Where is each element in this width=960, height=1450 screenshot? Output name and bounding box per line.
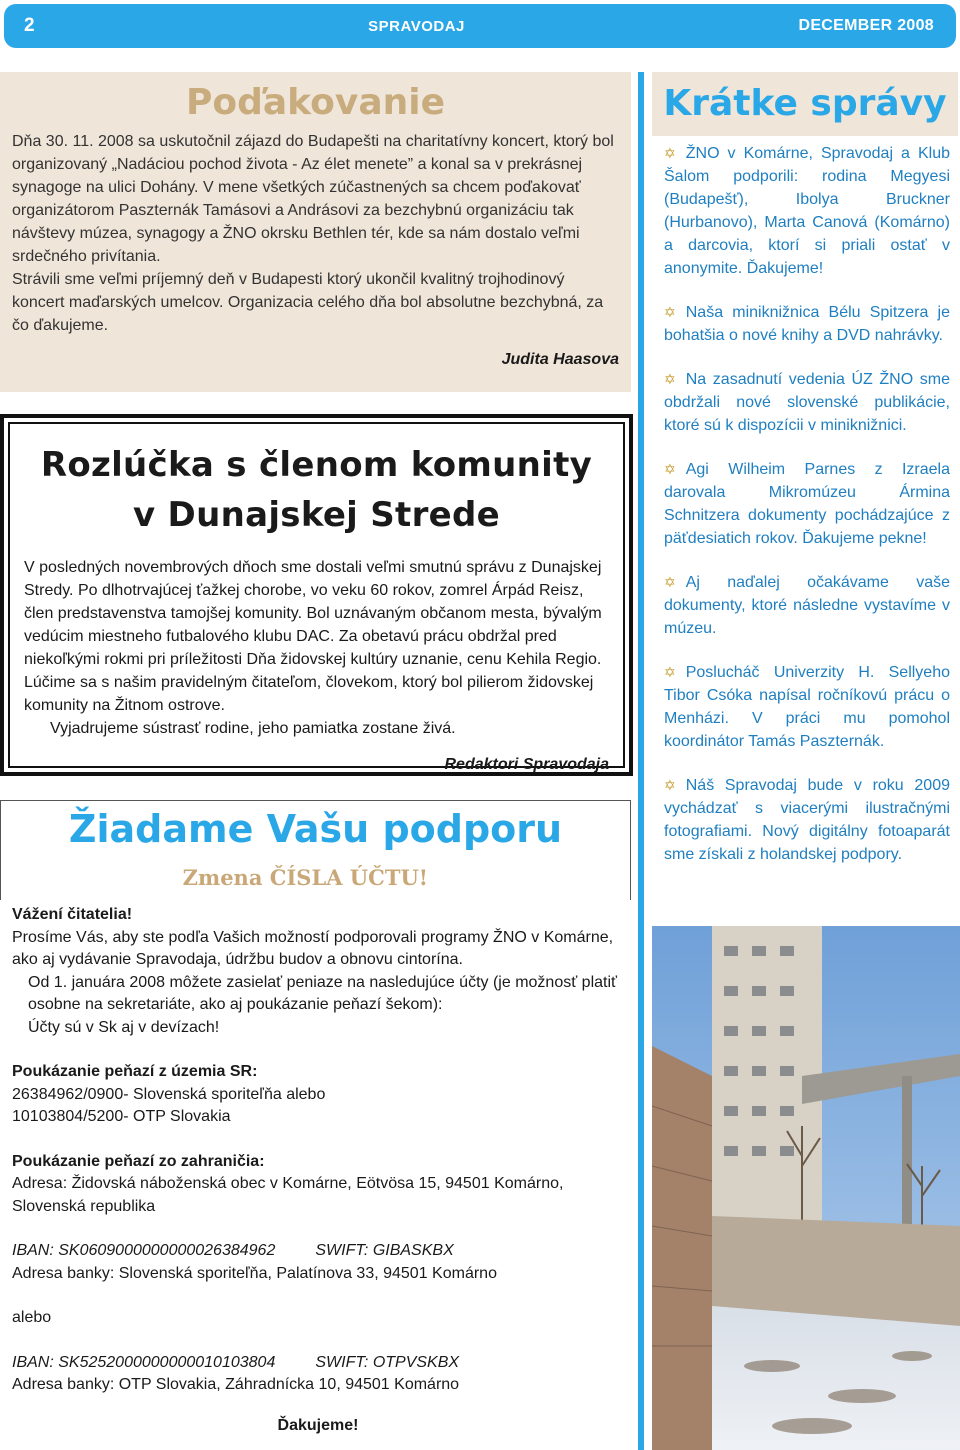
farewell-signature: Redaktori Spravodaja [444,756,609,773]
thanks-paragraph-2: Strávili sme veľmi príjemný deň v Budapesti ktorý ukončil kvalitný trojhodinový koncert maďarských umelcov. Organizacia celého dňa bol absolutne bezchybná, za čo ďakujeme. [12,271,604,334]
news-item: ✡ Naša miniknižnica Bélu Spitzera je bohatšia o nové knihy a DVD nahrávky. [664,304,950,344]
support-closing: Ďakujeme! [277,1416,359,1434]
thanks-paragraph-1: Dňa 30. 11. 2008 sa uskutočnil zájazd do Budapešti na charitatívny koncert, ktorý bol organizovaný „Nadáciou pochod života - Az élet menete” a konal sa v prekrásnej synagoge na ulici Dohány. V mene všetkých zúčastnených sa chcem poďakovať organizátorom Paszternák Tamásovi a Andrásovi za bezchybnú organizáciu tak návštevy múzea, synagogy a ŽNO okrsku Bethlen tér, kde sa nám dostalo veľmi srdečného privítania. [12,133,614,265]
thanks-signature: Judita Haasova [501,351,619,368]
abroad-transfer-heading: Poukázanie peňazí zo zahraničia: [12,1152,265,1170]
publication-title: SPRAVODAJ [368,17,465,35]
star-of-david-icon: ✡ [664,371,676,387]
farewell-title-line-1: Rozlúčka s členom komunity [40,445,593,485]
bank-address-2: Adresa banky: OTP Slovakia, Záhradnícka 10, 94501 Komárno [12,1376,460,1393]
swift-2: SWIFT: OTPVSKBX [315,1353,460,1371]
domestic-account-1: 26384962/0900- Slovenská sporiteľňa alebo [12,1085,326,1103]
swift-1: SWIFT: GIBASKBX [315,1242,454,1259]
support-title: Žiadame Vašu podporu [68,807,563,851]
star-of-david-icon: ✡ [664,304,676,320]
domestic-account-2: 10103804/5200- OTP Slovakia [12,1108,231,1125]
news-item: ✡ Náš Spravodaj bude v roku 2009 vychádzať s viacerými ilustračnými fotografiami. Nový digitálny fotoaparát sme získali z holandskej podpory. [664,777,950,863]
farewell-paragraph-1: V posledných novembrových dňoch sme dostali veľmi smutnú správu z Dunajskej Stredy. Po dlhotrvajúcej ťažkej chorobe, vo veku 60 rokov, zomrel Árpád Reisz, člen predstavenstva tamojšej komunity. Bol uznávaným občanom mesta, bývalým vedúcim miestneho futbalového klubu DAC. Za obetavú prácu obdržal pred niekoľkými rokmi pri príležitosti Dňa židovskej kultúry uznanie, cenu Kehila Regio. Lúčime sa s našim pravidelným čitateľom, človekom, ktorý bol pilierom židovskej komunity na Žitnom ostrove. [24,559,602,714]
news-item: ✡ Agi Wilheim Parnes z Izraela darovala Mikromúzeu Ármina Schnitzera dokumenty pochádzajúce z päťdesiatich rokov. Ďakujeme pekne! [664,461,950,547]
iban-1: IBAN: SK0609000000000026384962 [12,1242,276,1259]
support-paragraph-3: Účty sú v Sk aj v devízach! [28,1018,220,1036]
star-of-david-icon: ✡ [664,145,676,161]
farewell-title-line-2: v Dunajskej Strede [132,495,501,535]
support-greeting: Vážení čitatelia! [12,906,133,923]
news-item: ✡ Na zasadnutí vedenia ÚZ ŽNO sme obdržali nové slovenské publikácie, ktoré sú k dispozícii v miniknižnici. [664,371,950,434]
domestic-transfer-heading: Poukázanie peňazí z územia SR: [12,1063,258,1080]
alebo-separator: alebo [12,1309,52,1326]
abroad-address: Adresa: Židovská náboženská obec v Komárne, Eötvösa 15, 94501 Komárno, Slovenská republika [12,1175,564,1215]
farewell-inner-frame [8,422,625,773]
news-list [664,142,950,887]
winter-wall-photo [652,926,960,1450]
iban-line-2 [12,1352,624,1375]
news-item: ✡ Aj naďalej očakávame vaše dokumenty, ktoré následne vystavíme v múzeu. [664,574,950,637]
farewell-article [0,414,633,776]
page-number: 2 [24,15,35,36]
support-subtitle: Zmena ČÍSLA ÚČTU! [182,865,428,890]
support-paragraph-1: Prosíme Vás, aby ste podľa Vašich možností podporovali programy ŽNO v Komárne, ako aj vydávanie Spravodaja, údržbu budov a obnovu cintorína. [12,928,614,968]
star-of-david-icon: ✡ [664,664,676,680]
thanks-article [0,72,631,392]
support-header-box [0,800,631,900]
star-of-david-icon: ✡ [664,461,676,477]
news-title: Krátke správy [652,72,958,136]
farewell-paragraph-2: Vyjadrujeme sústrasť rodine, jeho pamiatka zostane živá. [50,720,456,737]
bank-address-1: Adresa banky: Slovenská sporiteľňa, Palatínova 33, 94501 Komárno [12,1264,497,1282]
news-item: ✡ Poslucháč Univerzity H. Sellyeho Tibor Csóka napísal ročníkovú prácu o Menházi. V práci mu pomohol koordinátor Tamás Paszternák. [664,664,950,750]
page-header [4,4,956,48]
star-of-david-icon: ✡ [664,574,676,590]
column-divider [638,72,644,1450]
thanks-title: Poďakovanie [185,82,446,123]
iban-line-1 [12,1240,624,1263]
news-item: ✡ ŽNO v Komárne, Spravodaj a Klub Šalom podporili: rodina Megyesi (Budapešť), Ibolya Bruckner (Hurbanovo), Marta Canová (Komárno) a darcovia, ktorí si priali ostať v anonymite. Ďakujeme! [664,145,950,277]
issue-date: DECEMBER 2008 [798,17,934,34]
support-article [12,904,624,1437]
iban-2: IBAN: SK5252000000000010103804 [12,1353,276,1371]
star-of-david-icon: ✡ [664,777,676,793]
support-paragraph-2: Od 1. januára 2008 môžete zasielať peniaze na nasledujúce účty (je možnosť platiť osobne na sekretariáte, ako aj poukázanie peňazí šekom): [28,973,618,1013]
